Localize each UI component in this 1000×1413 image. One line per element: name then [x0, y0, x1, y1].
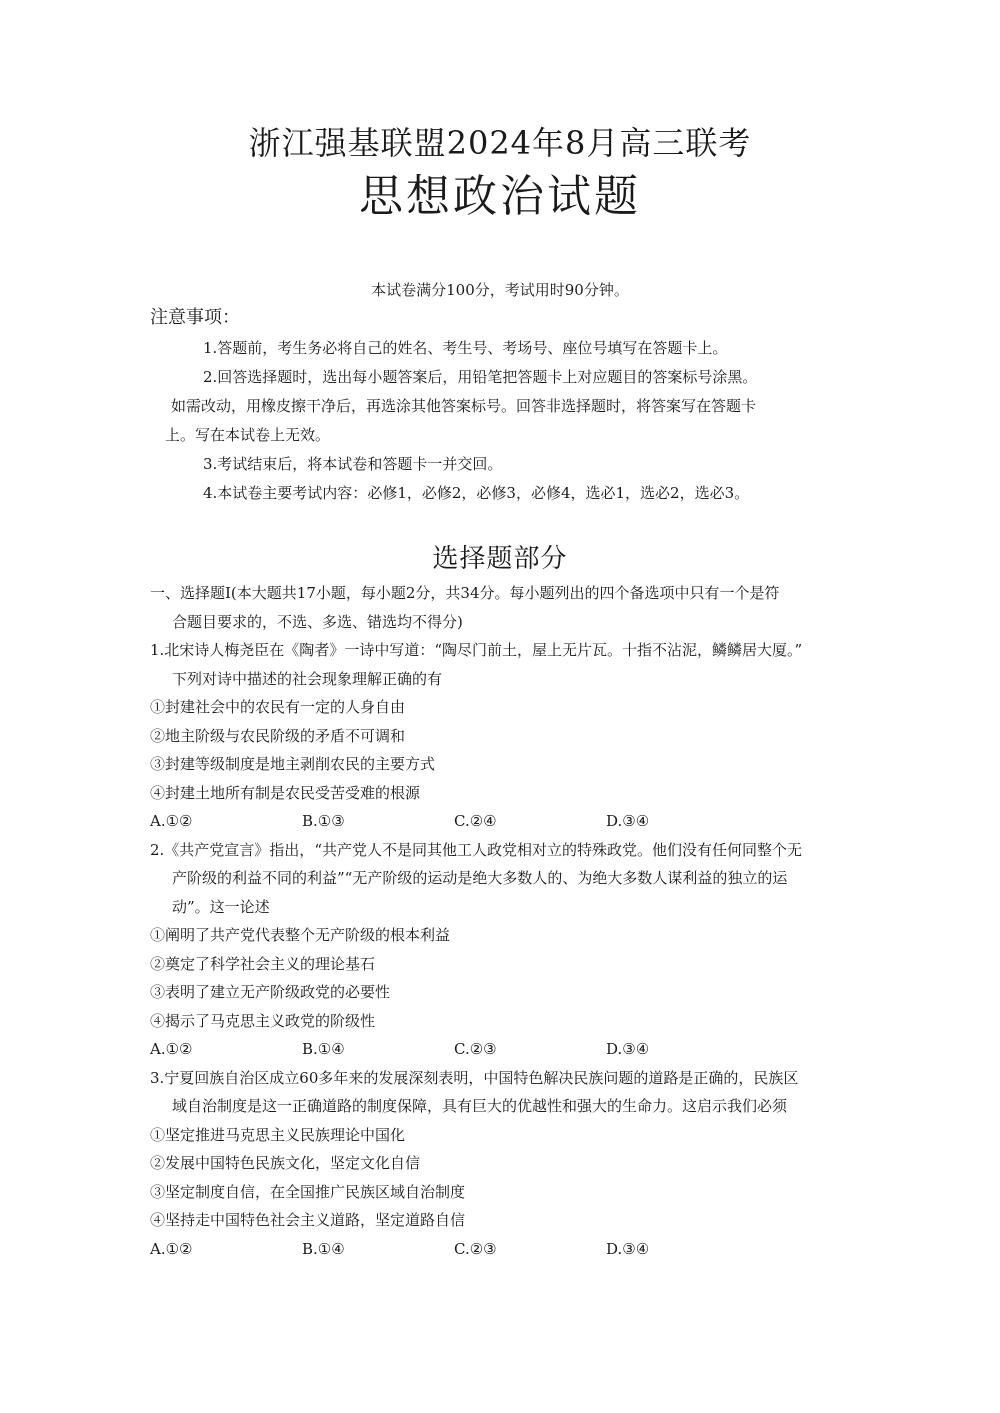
option-a: A.①②: [150, 1239, 193, 1258]
option-c: C.②③: [454, 1040, 497, 1058]
option-d: D.③④: [606, 812, 650, 830]
question-2-stem-cont: 产阶级的利益不同的利益”“无产阶级的运动是绝大多数人的、为绝大多数人谋利益的独立的运: [172, 869, 788, 887]
part-instructions: 一、选择题Ⅰ(本大题共17小题，每小题2分，共34分。每小题列出的四个备选项中只有一个是符: [150, 584, 780, 602]
notice-item-4: 4.本试卷主要考试内容：必修1，必修2，必修3，必修4，选必1，选必2，选必3。: [203, 484, 750, 502]
question-2-item: ①阐明了共产党代表整个无产阶级的根本利益: [150, 926, 451, 944]
question-2-item: ④揭示了马克思主义政党的阶级性: [150, 1011, 376, 1030]
exam-intro: 本试卷满分100分，考试用时90分钟。: [371, 281, 629, 299]
question-1-item: ④封建土地所有制是农民受苦受难的根源: [150, 783, 421, 802]
notice-item-2-end: 上。写在本试卷上无效。: [165, 426, 331, 444]
notice-list: [163, 334, 863, 508]
subject-title: 思想政治试题: [359, 171, 641, 222]
notice-item-3: 3.考试结束后，将本试卷和答题卡一并交回。: [203, 455, 503, 473]
question-1-item: ①封建社会中的农民有一定的人身自由: [150, 698, 406, 716]
question-1-options: [150, 807, 870, 836]
option-d: D.③④: [606, 1239, 650, 1258]
option-a: A.①②: [150, 1040, 193, 1058]
option-d: D.③④: [606, 1040, 650, 1058]
question-1-stem-cont: 下列对诗中描述的社会现象理解正确的有: [172, 669, 443, 688]
option-b: B.①④: [302, 1239, 345, 1258]
notice-heading: 注意事项：: [150, 307, 240, 328]
option-c: C.②③: [454, 1239, 497, 1258]
question-2-stem-end: 动”。这一论述: [172, 897, 270, 916]
question-2-item: ②奠定了科学社会主义的理论基石: [150, 954, 376, 973]
question-3-item: ②发展中国特色民族文化，坚定文化自信: [150, 1154, 421, 1172]
question-3-options: [150, 1235, 870, 1264]
exam-title: 浙江强基联盟2024年8月高三联考: [248, 124, 752, 162]
question-3-item: ④坚持走中国特色社会主义道路，坚定道路自信: [150, 1211, 466, 1229]
question-2-item: ③表明了建立无产阶级政党的必要性: [150, 983, 391, 1001]
option-c: C.②④: [454, 812, 497, 830]
option-b: B.①③: [302, 812, 345, 830]
question-3-item: ③坚定制度自信，在全国推广民族区域自治制度: [150, 1182, 466, 1201]
notice-item-1: 1.答题前，考生务必将自己的姓名、考生号、考场号、座位号填写在答题卡上。: [203, 339, 728, 357]
questions: [150, 579, 870, 1263]
question-1-stem: 1.北宋诗人梅尧臣在《陶者》一诗中写道：“陶尽门前土，屋上无片瓦。十指不沾泥，鳞鳞居大厦。”: [150, 641, 803, 659]
option-a: A.①②: [150, 812, 193, 830]
question-2-stem: 2.《共产党宣言》指出，“共产党人不是同其他工人政党相对立的特殊政党。他们没有任何同整个无: [150, 840, 802, 859]
section-title: 选择题部分: [432, 544, 568, 574]
question-2-options: [150, 1035, 870, 1064]
question-1-item: ②地主阶级与农民阶级的矛盾不可调和: [150, 726, 406, 745]
question-3-item: ①坚定推进马克思主义民族理论中国化: [150, 1125, 406, 1144]
question-3-stem-cont: 域自治制度是这一正确道路的制度保障，具有巨大的优越性和强大的生命力。这启示我们必须: [172, 1097, 788, 1115]
part-instructions-cont: 合题目要求的，不选、多选、错选均不得分): [172, 612, 463, 631]
option-b: B.①④: [302, 1040, 345, 1058]
notice-item-2-cont: 如需改动，用橡皮擦干净后，再选涂其他答案标号。回答非选择题时，将答案写在答题卡: [171, 397, 757, 415]
notice-item-2: 2.回答选择题时，选出每小题答案后，用铅笔把答题卡上对应题目的答案标号涂黑。: [203, 368, 758, 386]
question-1-item: ③封建等级制度是地主剥削农民的主要方式: [150, 755, 436, 773]
question-3-stem: 3.宁夏回族自治区成立60多年来的发展深刻表明，中国特色解决民族问题的道路是正确的，民族区: [150, 1068, 799, 1087]
